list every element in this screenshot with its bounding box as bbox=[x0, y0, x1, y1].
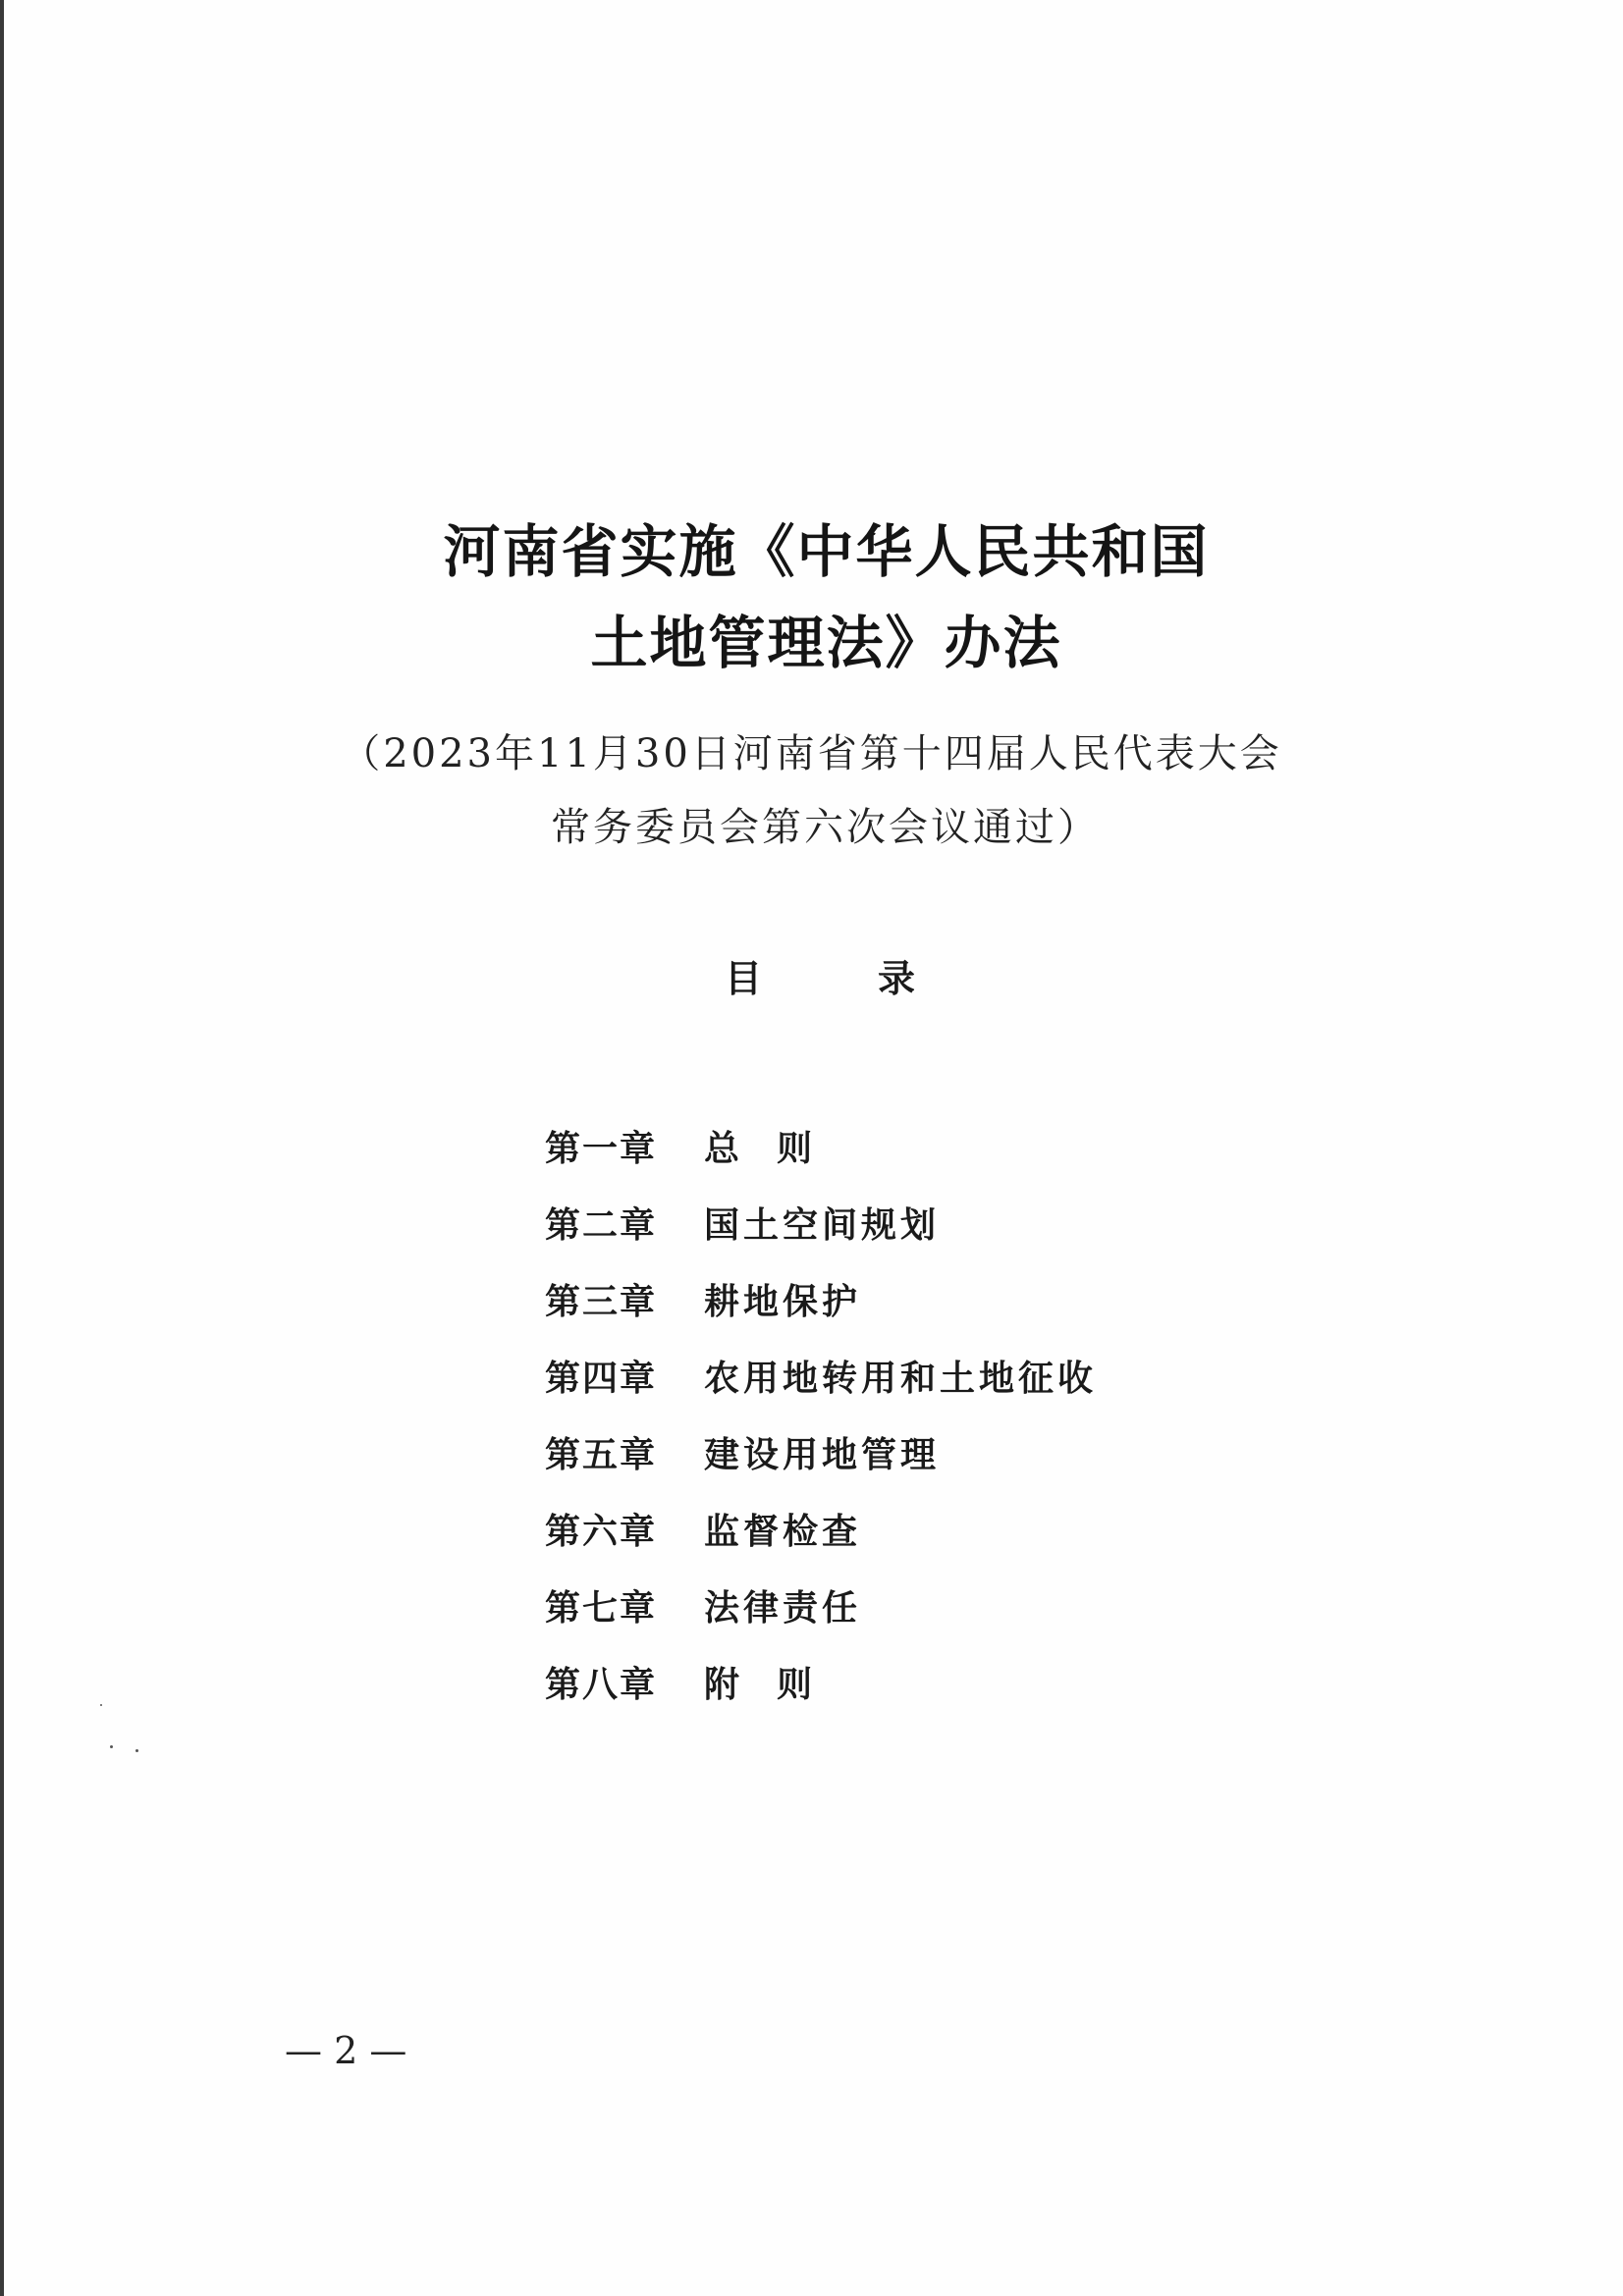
table-of-contents bbox=[545, 1107, 1097, 1720]
toc-chapter-number: 第四章 bbox=[545, 1358, 658, 1399]
toc-item bbox=[545, 1260, 1097, 1337]
scan-edge-shadow bbox=[0, 0, 4, 2296]
toc-chapter-number: 第七章 bbox=[545, 1587, 658, 1629]
toc-chapter-title: 农用地转用和土地征收 bbox=[704, 1358, 1098, 1399]
adoption-note-line-2: 常务委员会第六次会议通过） bbox=[551, 805, 1100, 850]
scan-speck bbox=[135, 1749, 138, 1752]
scan-speck bbox=[110, 1745, 113, 1748]
toc-chapter-number: 第五章 bbox=[545, 1434, 658, 1475]
document-title-line-2: 土地管理法》办法 bbox=[590, 610, 1062, 676]
toc-chapter-number: 第六章 bbox=[545, 1511, 658, 1552]
toc-item bbox=[545, 1414, 1097, 1490]
toc-chapter-title: 法律责任 bbox=[704, 1587, 862, 1629]
toc-item bbox=[545, 1184, 1097, 1260]
toc-item bbox=[545, 1567, 1097, 1643]
toc-chapter-number: 第二章 bbox=[545, 1204, 658, 1246]
toc-item bbox=[545, 1643, 1097, 1720]
toc-chapter-number: 第三章 bbox=[545, 1281, 658, 1322]
toc-chapter-title: 国土空间规划 bbox=[704, 1204, 941, 1246]
toc-item bbox=[545, 1107, 1097, 1184]
toc-chapter-number: 第八章 bbox=[545, 1664, 658, 1705]
toc-chapter-title: 建设用地管理 bbox=[704, 1434, 941, 1475]
toc-chapter-title: 附则 bbox=[704, 1664, 850, 1705]
toc-chapter-number: 第一章 bbox=[545, 1128, 658, 1169]
toc-item bbox=[545, 1490, 1097, 1567]
adoption-note-line-1: （2023年11月30日河南省第十四届人民代表大会 bbox=[341, 731, 1282, 776]
page-number: — 2 — bbox=[285, 2029, 407, 2072]
toc-chapter-title: 总则 bbox=[704, 1128, 850, 1169]
scan-speck bbox=[100, 1704, 102, 1706]
document-title-line-1: 河南省实施《中华人民共和国 bbox=[443, 518, 1210, 585]
toc-heading: 目录 bbox=[725, 957, 1032, 1000]
toc-chapter-title: 耕地保护 bbox=[704, 1281, 862, 1322]
toc-item bbox=[545, 1337, 1097, 1414]
toc-chapter-title: 监督检查 bbox=[704, 1511, 862, 1552]
